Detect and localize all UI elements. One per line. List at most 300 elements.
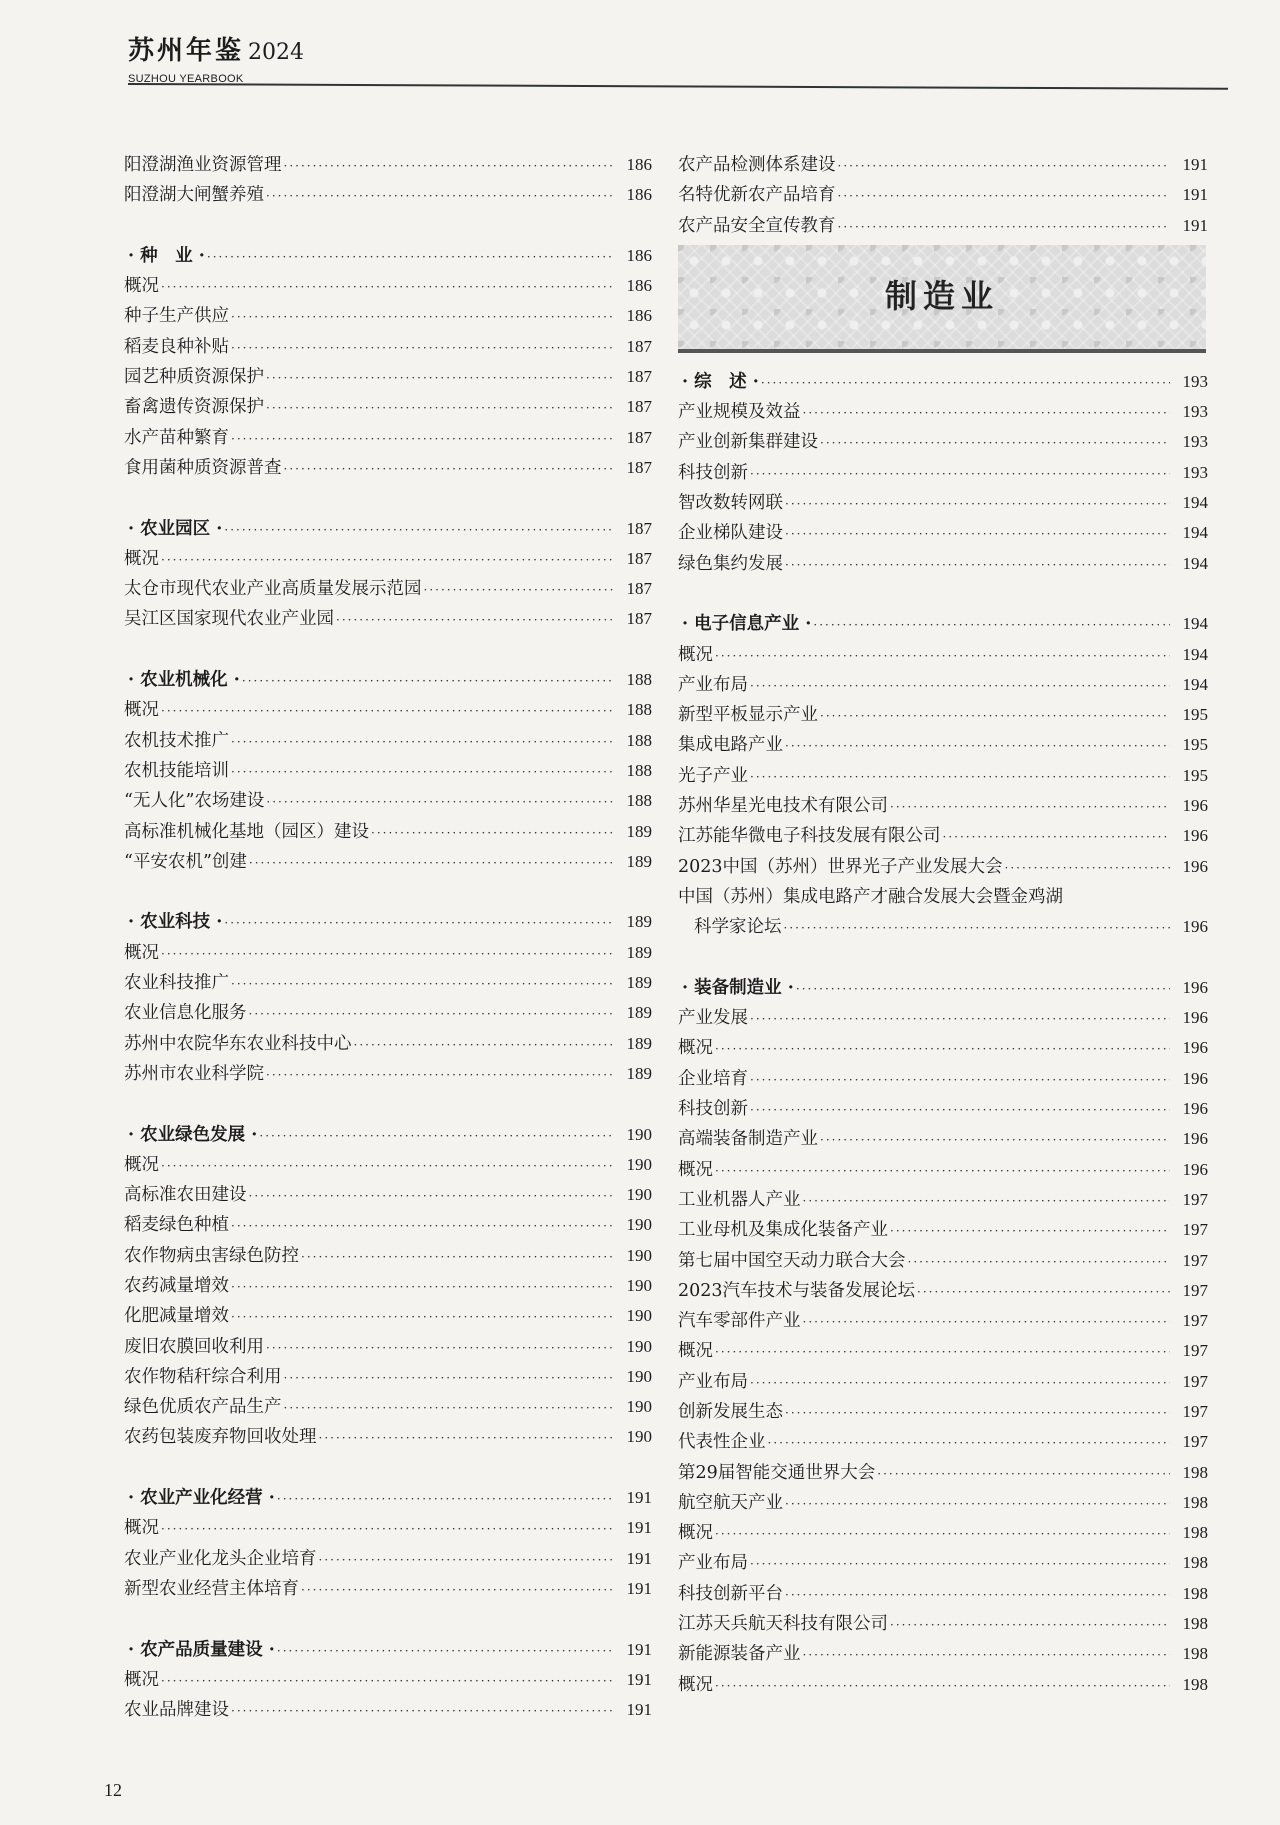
toc-entry-page: 197 — [1182, 1371, 1208, 1391]
dot-leader — [161, 272, 614, 302]
toc-entry-page: 196 — [1182, 917, 1208, 937]
toc-entry-page: 194 — [1182, 493, 1208, 513]
toc-entry-page: 188 — [626, 791, 652, 811]
toc-entry-page: 196 — [1182, 826, 1208, 846]
header-rule — [128, 83, 1228, 90]
yearbook-subtitle: SUZHOU YEARBOOK — [128, 73, 244, 85]
dot-leader — [838, 212, 1171, 242]
toc-entry-first-line[interactable] — [678, 882, 1208, 912]
toc-entry[interactable] — [678, 700, 1208, 730]
toc-entry[interactable] — [678, 1155, 1208, 1185]
toc-section-heading-title: · 农产品质量建设 · — [128, 1639, 275, 1660]
dot-leader — [231, 969, 614, 999]
toc-entry-page: 197 — [1182, 1401, 1208, 1421]
toc-entry[interactable] — [678, 1276, 1208, 1306]
toc-entry[interactable] — [678, 150, 1208, 180]
toc-entry[interactable] — [678, 1246, 1208, 1276]
toc-entry[interactable] — [124, 362, 652, 392]
toc-entry-title: 概况 — [678, 1038, 713, 1059]
toc-entry-page: 193 — [1182, 402, 1208, 422]
toc-entry-title: 高标准机械化基地（园区）建设 — [124, 821, 369, 842]
dot-leader — [715, 641, 1170, 671]
dot-leader — [224, 515, 614, 545]
dot-leader — [803, 1307, 1171, 1337]
toc-entry[interactable] — [678, 1003, 1208, 1033]
toc-entry-title: 农产品安全宣传教育 — [678, 215, 836, 236]
toc-entry-page: 188 — [626, 700, 652, 720]
toc-entry-page: 190 — [626, 1245, 652, 1265]
toc-entry[interactable] — [678, 821, 1208, 851]
toc-section-heading[interactable] — [124, 241, 652, 271]
section-banner-title: 制造业 — [884, 276, 999, 315]
toc-section-heading-page: 188 — [626, 670, 652, 690]
toc-entry-page: 191 — [626, 1578, 652, 1598]
toc-entry-title: 农业品牌建设 — [124, 1700, 229, 1721]
dot-leader — [284, 151, 615, 181]
toc-entry-page: 189 — [626, 942, 652, 962]
dot-leader — [266, 363, 614, 393]
toc-entry[interactable] — [678, 1033, 1208, 1063]
toc-entry-page: 190 — [626, 1215, 652, 1235]
toc-entry-title: 种子生产供应 — [124, 306, 229, 327]
toc-section-heading[interactable] — [124, 1635, 652, 1665]
toc-section-heading[interactable] — [678, 609, 1208, 639]
dot-leader — [785, 731, 1170, 761]
dot-leader — [877, 1459, 1170, 1489]
toc-section-heading[interactable] — [124, 665, 652, 695]
dot-leader — [161, 1666, 614, 1696]
dot-leader — [161, 696, 614, 726]
toc-entry-page: 198 — [1182, 1614, 1208, 1634]
toc-entry-title: 产业布局 — [678, 1553, 748, 1574]
toc-left-column — [124, 150, 652, 1725]
toc-entry[interactable] — [678, 1488, 1208, 1518]
dot-leader — [301, 1575, 614, 1605]
toc-entry[interactable] — [678, 670, 1208, 700]
section-gap — [124, 877, 652, 907]
page-number: 12 — [104, 1780, 122, 1800]
toc-entry[interactable] — [124, 938, 652, 968]
toc-entry[interactable] — [678, 397, 1208, 427]
toc-entry[interactable] — [124, 1271, 652, 1301]
toc-entry-title: 集成电路产业 — [678, 735, 783, 756]
section-gap — [124, 211, 652, 241]
toc-entry-page: 187 — [626, 457, 652, 477]
toc-section-heading-page: 196 — [1182, 977, 1208, 997]
toc-entry[interactable] — [124, 423, 652, 453]
toc-section-heading-page: 190 — [626, 1124, 652, 1144]
dot-leader — [908, 1247, 1171, 1277]
toc-section-heading-title: · 农业绿色发展 · — [128, 1124, 258, 1145]
toc-entry-title: 高端装备制造产业 — [678, 1129, 818, 1150]
toc-entry[interactable] — [124, 786, 652, 816]
toc-entry-page: 195 — [1182, 765, 1208, 785]
toc-entry[interactable] — [124, 1210, 652, 1240]
dot-leader — [785, 1489, 1170, 1519]
toc-entry-page: 187 — [626, 609, 652, 629]
toc-entry-page: 194 — [1182, 674, 1208, 694]
dot-leader — [161, 1514, 614, 1544]
toc-entry-title: 绿色集约发展 — [678, 553, 783, 574]
toc-entry-page: 188 — [626, 760, 652, 780]
toc-entry-page: 190 — [626, 1275, 652, 1295]
toc-section-heading-page: 194 — [1182, 614, 1208, 634]
toc-entry-page: 189 — [626, 1033, 652, 1053]
toc-entry[interactable] — [678, 640, 1208, 670]
toc-entry-page: 187 — [626, 367, 652, 387]
toc-entry[interactable] — [124, 756, 652, 786]
toc-entry-title: 概况 — [124, 1669, 159, 1690]
toc-entry-title: 产业布局 — [678, 674, 748, 695]
toc-entry-title: 废旧农膜回收利用 — [124, 1336, 264, 1357]
toc-entry[interactable] — [124, 332, 652, 362]
toc-entry-title: 农药减量增效 — [124, 1275, 229, 1296]
toc-entry-title: 江苏天兵航天科技有限公司 — [678, 1614, 888, 1635]
toc-entry-page: 198 — [1182, 1492, 1208, 1512]
toc-entry-title: 农作物病虫害绿色防控 — [124, 1245, 299, 1266]
toc-entry[interactable] — [124, 1180, 652, 1210]
toc-entry-title: 中国（苏州）集成电路产才融合发展大会暨金鸡湖 — [678, 886, 1063, 907]
toc-entry[interactable] — [678, 1548, 1208, 1578]
dot-leader — [231, 1272, 614, 1302]
toc-entry-title: 产业创新集群建设 — [678, 432, 818, 453]
dot-leader — [820, 428, 1170, 458]
toc-entry-title: “无人化”农场建设 — [124, 791, 265, 812]
toc-entry[interactable] — [678, 730, 1208, 760]
toc-entry-page: 198 — [1182, 1553, 1208, 1573]
toc-section-heading[interactable] — [678, 367, 1208, 397]
toc-entry-title: 科技创新 — [678, 1099, 748, 1120]
dot-leader — [750, 762, 1170, 792]
toc-entry-page: 190 — [626, 1154, 652, 1174]
dot-leader — [750, 459, 1170, 489]
toc-entry-title: 概况 — [124, 276, 159, 297]
toc-entry[interactable] — [124, 1422, 652, 1452]
toc-section-heading-page: 187 — [626, 518, 652, 538]
toc-entry-title: 稻麦绿色种植 — [124, 1215, 229, 1236]
toc-right-top-entries — [678, 150, 1208, 241]
dot-leader — [813, 610, 1170, 640]
toc-entry[interactable] — [124, 1574, 652, 1604]
toc-right-column — [678, 150, 1208, 1700]
toc-section-heading[interactable] — [124, 514, 652, 544]
dot-leader — [838, 181, 1171, 211]
toc-entry[interactable] — [678, 427, 1208, 457]
dot-leader — [336, 605, 614, 635]
dot-leader — [715, 1034, 1170, 1064]
dot-leader — [820, 1125, 1170, 1155]
toc-section-heading-title: · 农业产业化经营 · — [128, 1488, 275, 1509]
toc-entry-page: 198 — [1182, 1462, 1208, 1482]
toc-section-heading-page: 189 — [626, 912, 652, 932]
yearbook-year: 2024 — [248, 40, 305, 65]
toc-entry-page: 187 — [626, 579, 652, 599]
toc-entry[interactable] — [124, 695, 652, 725]
toc-entry-title: 创新发展生态 — [678, 1401, 783, 1422]
toc-entry-page: 197 — [1182, 1432, 1208, 1452]
dot-leader — [301, 1242, 614, 1272]
toc-section-heading[interactable] — [678, 973, 1208, 1003]
toc-entry-title: 产业布局 — [678, 1371, 748, 1392]
toc-entry-title: 科学家论坛 — [694, 917, 782, 938]
toc-entry[interactable] — [124, 1059, 652, 1089]
toc-entry-title: 名特优新农产品培育 — [678, 185, 836, 206]
toc-entry-page: 194 — [1182, 523, 1208, 543]
toc-entry[interactable] — [678, 1427, 1208, 1457]
toc-entry-page: 196 — [1182, 1129, 1208, 1149]
toc-entry-page: 191 — [1182, 215, 1208, 235]
toc-entry-title: 概况 — [678, 1159, 713, 1180]
toc-entry-title: 农作物秸秆综合利用 — [124, 1366, 282, 1387]
toc-entry-title: 光子产业 — [678, 765, 748, 786]
toc-entry[interactable] — [678, 1064, 1208, 1094]
toc-entry-title: 产业发展 — [678, 1008, 748, 1029]
toc-section-heading-title: · 农业园区 · — [128, 518, 223, 539]
dot-leader — [943, 822, 1171, 852]
toc-section-heading[interactable] — [124, 1483, 652, 1513]
dot-leader — [784, 913, 1171, 943]
dot-leader — [224, 908, 614, 938]
toc-entry-title: 企业梯队建设 — [678, 523, 783, 544]
dot-leader — [266, 181, 614, 211]
toc-entry-title: 工业机器人产业 — [678, 1189, 801, 1210]
toc-section-heading-page: 186 — [626, 245, 652, 265]
toc-entry[interactable] — [124, 180, 652, 210]
toc-entry-page: 190 — [626, 1336, 652, 1356]
toc-entry-page: 196 — [1182, 1159, 1208, 1179]
toc-entry-page: 191 — [626, 1700, 652, 1720]
dot-leader — [785, 489, 1170, 519]
toc-entry-page: 198 — [1182, 1644, 1208, 1664]
toc-entry[interactable] — [678, 1094, 1208, 1124]
toc-entry-page: 198 — [1182, 1523, 1208, 1543]
toc-entry-page: 195 — [1182, 705, 1208, 725]
toc-entry[interactable] — [124, 1544, 652, 1574]
toc-entry[interactable] — [124, 998, 652, 1028]
toc-entry[interactable] — [678, 1306, 1208, 1336]
yearbook-name: 苏州年鉴 — [128, 36, 245, 66]
toc-entry-title: 农产品检测体系建设 — [678, 155, 836, 175]
toc-entry[interactable] — [124, 847, 652, 877]
toc-entry[interactable] — [124, 1695, 652, 1725]
toc-entry[interactable] — [678, 791, 1208, 821]
toc-entry-title: 江苏能华微电子科技发展有限公司 — [678, 826, 941, 847]
dot-leader — [803, 1640, 1171, 1670]
toc-entry[interactable] — [124, 1362, 652, 1392]
toc-entry[interactable] — [678, 912, 1208, 942]
toc-entry[interactable] — [678, 1518, 1208, 1548]
dot-leader — [161, 545, 614, 575]
toc-entry[interactable] — [678, 1215, 1208, 1245]
toc-entry-page: 198 — [1182, 1674, 1208, 1694]
toc-entry-page: 191 — [1182, 155, 1208, 174]
dot-leader — [259, 1121, 614, 1151]
toc-entry-title: 2023汽车技术与装备发展论坛 — [678, 1280, 916, 1301]
toc-entry[interactable] — [678, 1670, 1208, 1700]
toc-entry[interactable] — [678, 458, 1208, 488]
toc-entry-title: 园艺种质资源保护 — [124, 367, 264, 388]
toc-entry-title: 绿色优质农产品生产 — [124, 1397, 282, 1418]
toc-entry-page: 195 — [1182, 735, 1208, 755]
toc-entry-page: 198 — [1182, 1583, 1208, 1603]
toc-entry[interactable] — [678, 1579, 1208, 1609]
dot-leader — [231, 424, 614, 454]
toc-entry[interactable] — [124, 301, 652, 331]
dot-leader — [750, 1549, 1170, 1579]
dot-leader — [750, 1368, 1170, 1398]
toc-entry[interactable] — [124, 1301, 652, 1331]
toc-entry-title: 第七届中国空天动力联合大会 — [678, 1250, 906, 1271]
toc-entry-page: 197 — [1182, 1280, 1208, 1300]
toc-entry[interactable] — [124, 574, 652, 604]
toc-entry-page: 191 — [626, 1669, 652, 1689]
toc-entry-title: 苏州华星光电技术有限公司 — [678, 796, 888, 817]
toc-entry[interactable] — [678, 1639, 1208, 1669]
toc-entry-title: 阳澄湖渔业资源管理 — [124, 155, 282, 175]
toc-entry-title: 新型平板显示产业 — [678, 705, 818, 726]
toc-entry-page: 190 — [626, 1427, 652, 1447]
toc-entry-title: 概况 — [124, 700, 159, 721]
dot-leader — [820, 701, 1170, 731]
toc-entry-page: 189 — [626, 973, 652, 993]
section-gap — [124, 483, 652, 513]
toc-entry[interactable] — [124, 544, 652, 574]
toc-entry[interactable] — [124, 1241, 652, 1271]
toc-section-heading-page: 191 — [626, 1639, 652, 1659]
toc-entry-page: 196 — [1182, 796, 1208, 816]
toc-entry-title: 工业母机及集成化装备产业 — [678, 1220, 888, 1241]
dot-leader — [266, 1060, 614, 1090]
dot-leader — [761, 368, 1170, 398]
toc-entry[interactable] — [124, 271, 652, 301]
toc-entry[interactable] — [124, 817, 652, 847]
dot-leader — [231, 333, 614, 363]
toc-entry-title: 农机技术推广 — [124, 730, 229, 751]
dot-leader — [319, 1545, 615, 1575]
toc-entry-title: 新型农业经营主体培育 — [124, 1578, 299, 1599]
toc-entry[interactable] — [678, 1185, 1208, 1215]
toc-entry[interactable] — [124, 726, 652, 756]
toc-entry[interactable] — [124, 1029, 652, 1059]
toc-entry-title: 科技创新 — [678, 462, 748, 483]
dot-leader — [242, 666, 614, 696]
dot-leader — [319, 1423, 615, 1453]
toc-entry-page: 186 — [626, 276, 652, 296]
toc-entry-title: 概况 — [124, 548, 159, 569]
toc-entry-title: 产业规模及效益 — [678, 402, 801, 423]
toc-entry[interactable] — [124, 392, 652, 422]
toc-entry-page: 191 — [626, 1518, 652, 1538]
toc-entry[interactable] — [124, 453, 652, 483]
toc-entry[interactable] — [124, 1513, 652, 1543]
dot-leader — [785, 550, 1170, 580]
toc-entry-page: 189 — [626, 851, 652, 871]
toc-entry[interactable] — [124, 1392, 652, 1422]
toc-entry-title: 化肥减量增效 — [124, 1306, 229, 1327]
toc-entry[interactable] — [124, 150, 652, 180]
toc-entry-page: 197 — [1182, 1341, 1208, 1361]
section-gap — [678, 579, 1208, 609]
toc-entry[interactable] — [678, 549, 1208, 579]
toc-entry[interactable] — [678, 1367, 1208, 1397]
toc-entry-page: 189 — [626, 821, 652, 841]
toc-entry-title: 航空航天产业 — [678, 1492, 783, 1513]
toc-entry[interactable] — [678, 1336, 1208, 1366]
toc-section-heading[interactable] — [124, 907, 652, 937]
toc-entry-page: 187 — [626, 397, 652, 417]
dot-leader — [231, 1211, 614, 1241]
dot-leader — [231, 757, 614, 787]
dot-leader — [785, 1398, 1170, 1428]
dot-leader — [161, 939, 614, 969]
toc-entry[interactable] — [678, 488, 1208, 518]
toc-entry-title: 高标准农田建设 — [124, 1185, 247, 1206]
toc-entry-title: 太仓市现代农业产业高质量发展示范园 — [124, 579, 422, 600]
toc-entry[interactable] — [124, 1332, 652, 1362]
dot-leader — [266, 787, 614, 817]
toc-entry-page: 191 — [1182, 185, 1208, 205]
dot-leader — [715, 1519, 1170, 1549]
toc-entry-page: 197 — [1182, 1250, 1208, 1270]
toc-entry[interactable] — [678, 180, 1208, 210]
toc-section-heading[interactable] — [124, 1120, 652, 1150]
toc-entry-title: 科技创新平台 — [678, 1583, 783, 1604]
toc-entry[interactable] — [678, 518, 1208, 548]
toc-right-groups — [678, 367, 1208, 1700]
toc-section-heading-title: · 电子信息产业 · — [682, 614, 812, 635]
dot-leader — [838, 151, 1171, 181]
toc-entry-page: 193 — [1182, 432, 1208, 452]
toc-entry[interactable] — [124, 604, 652, 634]
toc-entry-title: 食用菌种质资源普查 — [124, 457, 282, 478]
toc-entry-page: 196 — [1182, 1068, 1208, 1088]
dot-leader — [750, 1065, 1170, 1095]
dot-leader — [890, 1216, 1170, 1246]
toc-entry-title: 概况 — [124, 1518, 159, 1539]
toc-entry[interactable] — [678, 211, 1208, 241]
dot-leader — [803, 398, 1171, 428]
dot-leader — [1005, 853, 1170, 883]
page-header — [128, 30, 1228, 90]
dot-leader — [266, 1333, 614, 1363]
toc-entry[interactable] — [124, 1150, 652, 1180]
toc-entry[interactable] — [124, 968, 652, 998]
toc-entry-title: 苏州市农业科学院 — [124, 1063, 264, 1084]
toc-entry-page: 196 — [1182, 1038, 1208, 1058]
toc-entry[interactable] — [124, 1665, 652, 1695]
dot-leader — [715, 1156, 1170, 1186]
toc-entry[interactable] — [678, 1124, 1208, 1154]
dot-leader — [231, 1696, 614, 1726]
toc-entry-title: 农业科技推广 — [124, 973, 229, 994]
dot-leader — [890, 792, 1170, 822]
toc-entry-title: 水产苗种繁育 — [124, 427, 229, 448]
toc-entry[interactable] — [678, 1458, 1208, 1488]
toc-entry-page: 190 — [626, 1306, 652, 1326]
toc-entry[interactable] — [678, 1397, 1208, 1427]
dot-leader — [750, 671, 1170, 701]
toc-entry[interactable] — [678, 1609, 1208, 1639]
dot-leader — [249, 1181, 615, 1211]
toc-entry-title: 汽车零部件产业 — [678, 1311, 801, 1332]
toc-entry[interactable] — [678, 852, 1208, 882]
toc-entry[interactable] — [678, 761, 1208, 791]
dot-leader — [284, 1393, 615, 1423]
toc-entry-page: 196 — [1182, 1008, 1208, 1028]
dot-leader — [750, 1095, 1170, 1125]
dot-leader — [371, 818, 614, 848]
toc-entry-page: 197 — [1182, 1189, 1208, 1209]
